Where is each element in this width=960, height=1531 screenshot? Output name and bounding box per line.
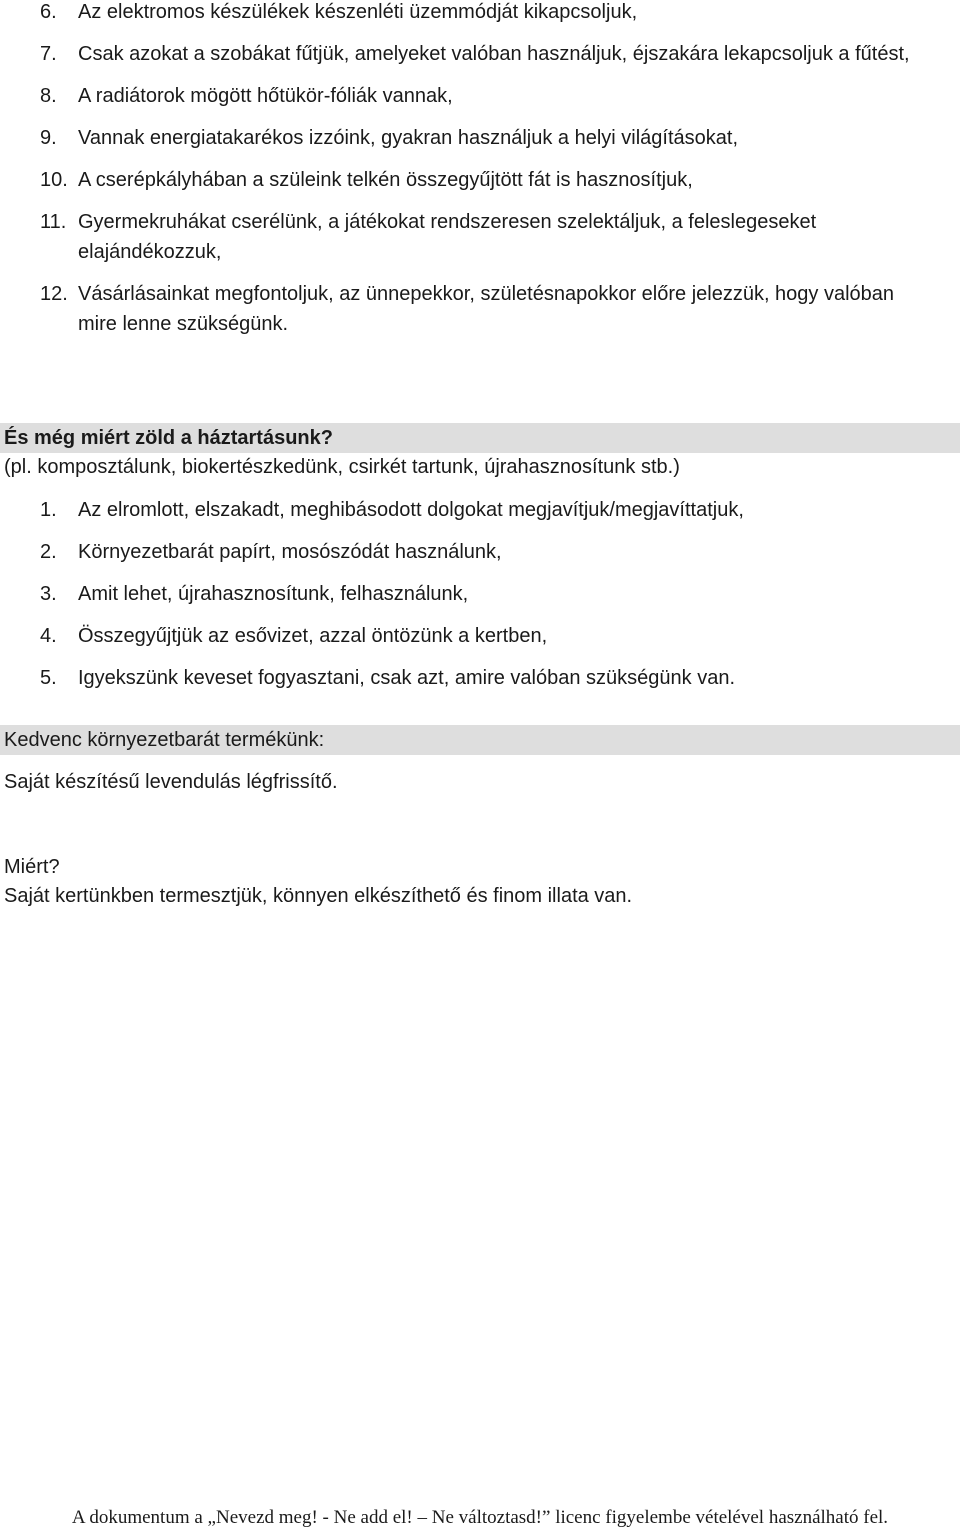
list-item — [0, 279, 960, 339]
item-number: 5. — [40, 667, 57, 689]
item-text: A cserépkályhában a szüleink telkén összegyűjtött fát is hasznosítjuk, — [78, 169, 693, 191]
list-item — [0, 537, 960, 567]
item-text: Igyekszünk keveset fogyasztani, csak azt, amire valóban szükségünk van. — [78, 667, 736, 689]
item-number: 4. — [40, 625, 57, 647]
item-number: 7. — [40, 43, 57, 65]
item-text: Az elektromos készülékek készenléti üzemmódját kikapcsoljuk, — [78, 1, 638, 23]
item-text: Gyermekruhákat cserélünk, a játékokat rendszeresen szelektáljuk, a feleslegeseket elajándékozzuk, — [78, 211, 817, 263]
list-item — [0, 207, 960, 267]
why-label: Miért? — [4, 856, 60, 878]
section-subtitle: (pl. komposztálunk, biokertészkedünk, csirkét tartunk, újrahasznosítunk stb.) — [4, 456, 680, 478]
list-item — [0, 165, 960, 195]
item-text: Amit lehet, újrahasznosítunk, felhasználunk, — [78, 583, 469, 605]
item-number: 2. — [40, 541, 57, 563]
item-text: Összegyűjtjük az esővizet, azzal öntözünk a kertben, — [78, 625, 548, 647]
section-heading-green-household: És még miért zöld a háztartásunk? — [0, 423, 960, 453]
item-number: 8. — [40, 85, 57, 107]
license-footer: A dokumentum a „Nevezd meg! - Ne add el! – Ne változtasd!” licenc figyelembe vételével használható fel. — [71, 1507, 889, 1528]
item-text: Az elromlott, elszakadt, meghibásodott dolgokat megjavítjuk/megjavíttatjuk, — [78, 499, 744, 521]
item-number: 1. — [40, 499, 57, 521]
item-text: Környezetbarát papírt, mosószódát használunk, — [78, 541, 502, 563]
item-text: Vannak energiatakarékos izzóink, gyakran használjuk a helyi világításokat, — [78, 127, 738, 149]
item-number: 11. — [40, 211, 67, 233]
product-text: Saját készítésű levendulás légfrissítő. — [4, 771, 338, 793]
item-text: Vásárlásainkat megfontoljuk, az ünnepekkor, születésnapokkor előre jelezzük, hogy valóban mire lenne szükségünk. — [78, 283, 895, 335]
item-number: 3. — [40, 583, 57, 605]
list-item — [0, 123, 960, 153]
section-heading-favorite-product: Kedvenc környezetbarát termékünk: — [0, 725, 960, 755]
why-text: Saját kertünkben termesztjük, könnyen elkészíthető és finom illata van. — [4, 885, 633, 907]
list-item — [0, 663, 960, 693]
item-number: 10. — [40, 169, 68, 191]
numbered-list-2 — [0, 495, 960, 705]
item-number: 12. — [40, 283, 68, 305]
list-item — [0, 81, 960, 111]
numbered-list-1 — [0, 0, 960, 351]
list-item — [0, 0, 960, 27]
list-item — [0, 621, 960, 651]
list-item — [0, 579, 960, 609]
list-item — [0, 495, 960, 525]
list-item — [0, 39, 960, 69]
item-number: 9. — [40, 127, 57, 149]
item-number: 6. — [40, 1, 57, 23]
item-text: A radiátorok mögött hőtükör-fóliák vannak, — [78, 85, 453, 107]
item-text: Csak azokat a szobákat fűtjük, amelyeket valóban használjuk, éjszakára lekapcsoljuk a fűtést, — [78, 43, 910, 65]
